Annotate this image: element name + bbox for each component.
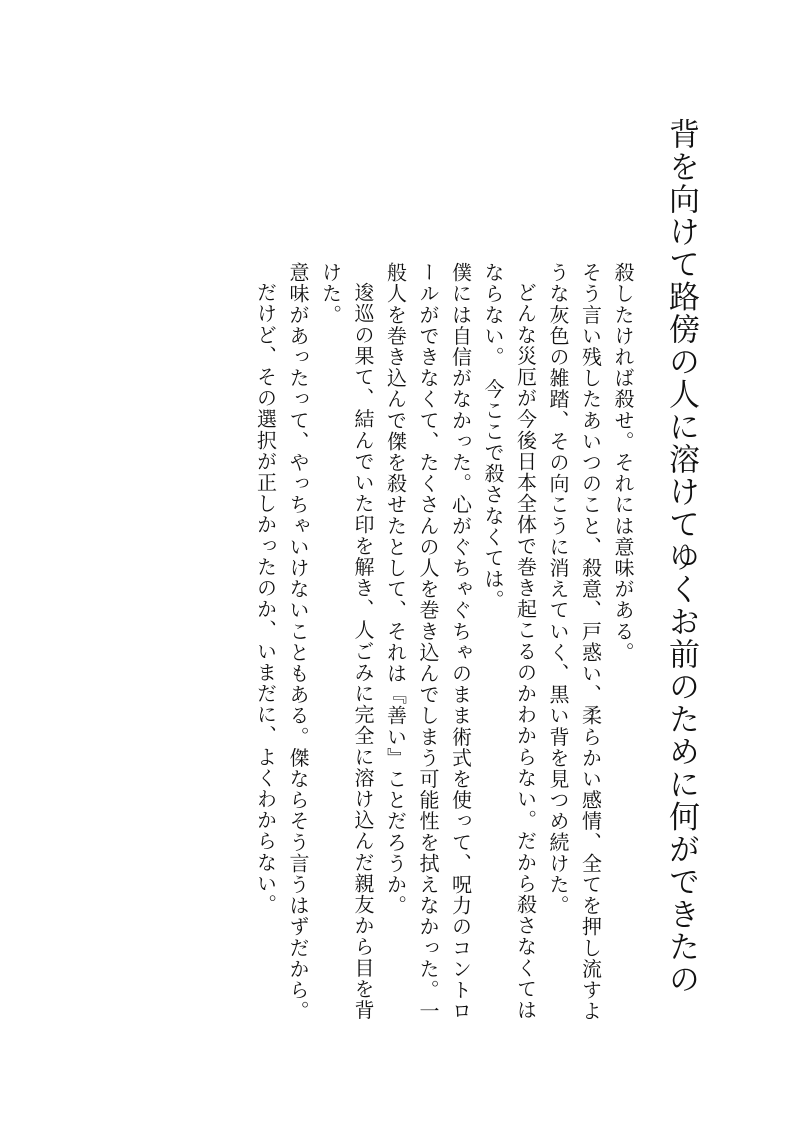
paragraph: 逡巡の果て、結んでいた印を解き、人ごみに完全に溶け込んだ親友から目を背けた。 xyxy=(318,262,375,1021)
body-text xyxy=(249,262,639,1022)
paragraph: そう言い残したあいつのこと、殺意、戸惑い、柔らかい感情、全てを押し流すような灰色の雑踏、その向こうに消えていく、黒い背を見つめ続けた。 xyxy=(546,262,603,1022)
paragraph: 殺したければ殺せ。それには意味がある。 xyxy=(611,262,635,663)
chapter-title: 背を向けて路傍の人に溶けてゆくお前のために何ができたの xyxy=(663,118,699,996)
paragraph: だけど、その選択が正しかったのか、いまだに、よくわからない。 xyxy=(253,282,278,915)
paragraph: 僕には自信がなかった。心がぐちゃぐちゃのまま術式を使って、呪力のコントロールができなくて、たくさんの人を巻き込んでしまう可能性を拭えなかった。一般人を巻き込んで傑を殺せたとして、それは『善い』ことだろうか。 xyxy=(383,262,473,1022)
paragraph: どんな災厄が今後日本全体で巻き起こるのかわからない。だから殺さなくてはならない。 今ここで殺さなくては。 xyxy=(481,262,538,1021)
paragraph: 意味があったって、やっちゃいけないこともある。傑ならそう言うはずだから。 xyxy=(286,262,310,1022)
